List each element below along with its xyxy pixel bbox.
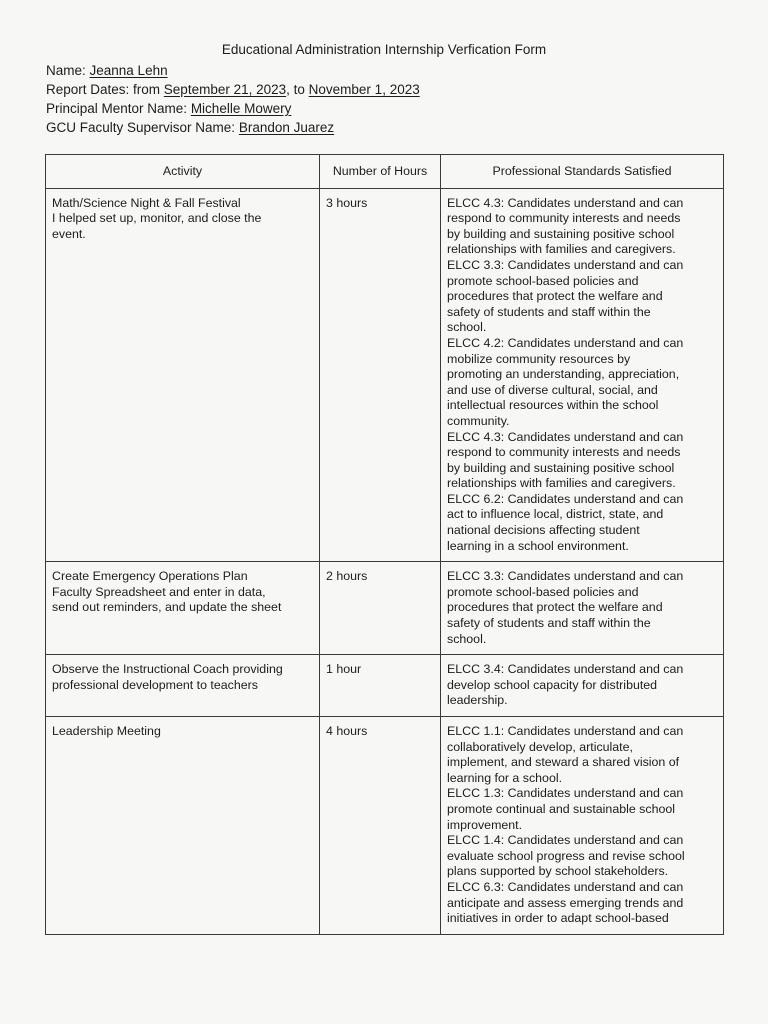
table-body [46, 188, 724, 934]
standard-line: ELCC 1.4: Candidates understand and can [447, 833, 684, 848]
standard-line: ELCC 6.3: Candidates understand and can [447, 879, 684, 894]
activity-line: event. [52, 226, 86, 241]
standard-line: initiatives in order to adapt school-based [447, 911, 669, 926]
standard-line: national decisions affecting student [447, 523, 640, 538]
dates-separator: , to [286, 82, 309, 97]
standard-line: intellectual resources within the school [447, 398, 659, 413]
standard-line: respond to community interests and needs [447, 445, 681, 460]
hours-cell: 4 hours [320, 717, 441, 935]
standard-line: safety of students and staff within the [447, 304, 651, 319]
date-to: November 1, 2023 [308, 82, 420, 97]
standard-line: by building and sustaining positive school [447, 460, 675, 475]
standard-line: ELCC 3.3: Candidates understand and can [447, 257, 684, 272]
standard-line: learning in a school environment. [447, 538, 629, 553]
standard-line: ELCC 3.3: Candidates understand and can [447, 569, 684, 584]
standard-line: relationships with families and caregivers. [447, 476, 676, 491]
standard-line: relationships with families and caregivers. [447, 242, 676, 257]
activity-cell [46, 188, 320, 562]
standard-line: and use of diverse cultural, social, and [447, 382, 658, 397]
table-header-row [46, 155, 724, 189]
hours-cell: 3 hours [320, 188, 441, 562]
name-line [46, 63, 168, 79]
hours-cell: 1 hour [320, 655, 441, 717]
activity-cell [46, 655, 320, 717]
hours-cell: 2 hours [320, 562, 441, 655]
mentor-value: Michelle Mowery [190, 101, 292, 116]
standard-line: develop school capacity for distributed [447, 677, 658, 692]
standard-line: by building and sustaining positive school [447, 226, 675, 241]
standard-line: procedures that protect the welfare and [447, 289, 663, 304]
standard-line: promote continual and sustainable school [447, 801, 675, 816]
standard-line: ELCC 4.3: Candidates understand and can [447, 429, 684, 444]
standard-line: collaboratively develop, articulate, [447, 739, 633, 754]
standard-line: ELCC 6.2: Candidates understand and can [447, 491, 684, 506]
header-activity: Activity [46, 155, 320, 189]
activity-line: Faculty Spreadsheet and enter in data, [52, 584, 266, 599]
header-standards: Professional Standards Satisfied [441, 155, 724, 189]
header-hours: Number of Hours [320, 155, 441, 189]
standard-line: learning for a school. [447, 770, 563, 785]
table-row [46, 717, 724, 935]
standard-line: ELCC 4.3: Candidates understand and can [447, 195, 684, 210]
standards-cell [441, 188, 724, 562]
activity-line: Create Emergency Operations Plan [52, 569, 248, 584]
table-row [46, 562, 724, 655]
standard-line: leadership. [447, 693, 508, 708]
standard-line: plans supported by school stakeholders. [447, 864, 669, 879]
dates-label: Report Dates: from [46, 82, 164, 97]
activity-line: I helped set up, monitor, and close the [52, 211, 262, 226]
standard-line: implement, and steward a shared vision of [447, 755, 680, 770]
activity-line: professional development to teachers [52, 677, 258, 692]
standards-cell [441, 717, 724, 935]
standard-line: school. [447, 631, 487, 646]
standards-cell [441, 655, 724, 717]
table-row [46, 188, 724, 562]
standard-line: procedures that protect the welfare and [447, 600, 663, 615]
mentor-line [46, 101, 291, 117]
standard-line: promoting an understanding, appreciation, [447, 367, 680, 382]
standard-line: evaluate school progress and revise school [447, 848, 685, 863]
standards-cell [441, 562, 724, 655]
form-title: Educational Administration Internship Verfication Form [221, 42, 547, 57]
standard-line: anticipate and assess emerging trends and [447, 895, 684, 910]
activity-line: Leadership Meeting [52, 724, 161, 738]
activity-cell [46, 562, 320, 655]
activity-line: Math/Science Night & Fall Festival [52, 195, 241, 210]
mentor-label: Principal Mentor Name: [46, 101, 191, 116]
standard-line: act to influence local, district, state, and [447, 507, 664, 522]
activity-line: send out reminders, and update the sheet [52, 600, 282, 615]
standard-line: promote school-based policies and [447, 584, 639, 599]
date-from: September 21, 2023 [163, 82, 287, 97]
standard-line: improvement. [447, 817, 523, 832]
supervisor-label: GCU Faculty Supervisor Name: [46, 120, 239, 135]
standard-line: ELCC 1.3: Candidates understand and can [447, 786, 684, 801]
name-value: Jeanna Lehn [89, 63, 168, 78]
standard-line: community. [447, 413, 510, 428]
name-label: Name: [46, 63, 90, 78]
standard-line: school. [447, 320, 487, 335]
activities-table [45, 154, 724, 935]
activity-cell [46, 717, 320, 935]
supervisor-value: Brandon Juarez [238, 120, 335, 135]
standard-line: ELCC 1.1: Candidates understand and can [447, 724, 684, 738]
standard-line: respond to community interests and needs [447, 211, 681, 226]
standard-line: ELCC 3.4: Candidates understand and can [447, 662, 684, 677]
standard-line: safety of students and staff within the [447, 616, 651, 631]
standard-line: promote school-based policies and [447, 273, 639, 288]
report-dates-line [46, 82, 420, 98]
supervisor-line [46, 120, 334, 136]
standard-line: mobilize community resources by [447, 351, 631, 366]
table-row [46, 655, 724, 717]
activity-line: Observe the Instructional Coach providing [52, 662, 283, 677]
standard-line: ELCC 4.2: Candidates understand and can [447, 335, 684, 350]
